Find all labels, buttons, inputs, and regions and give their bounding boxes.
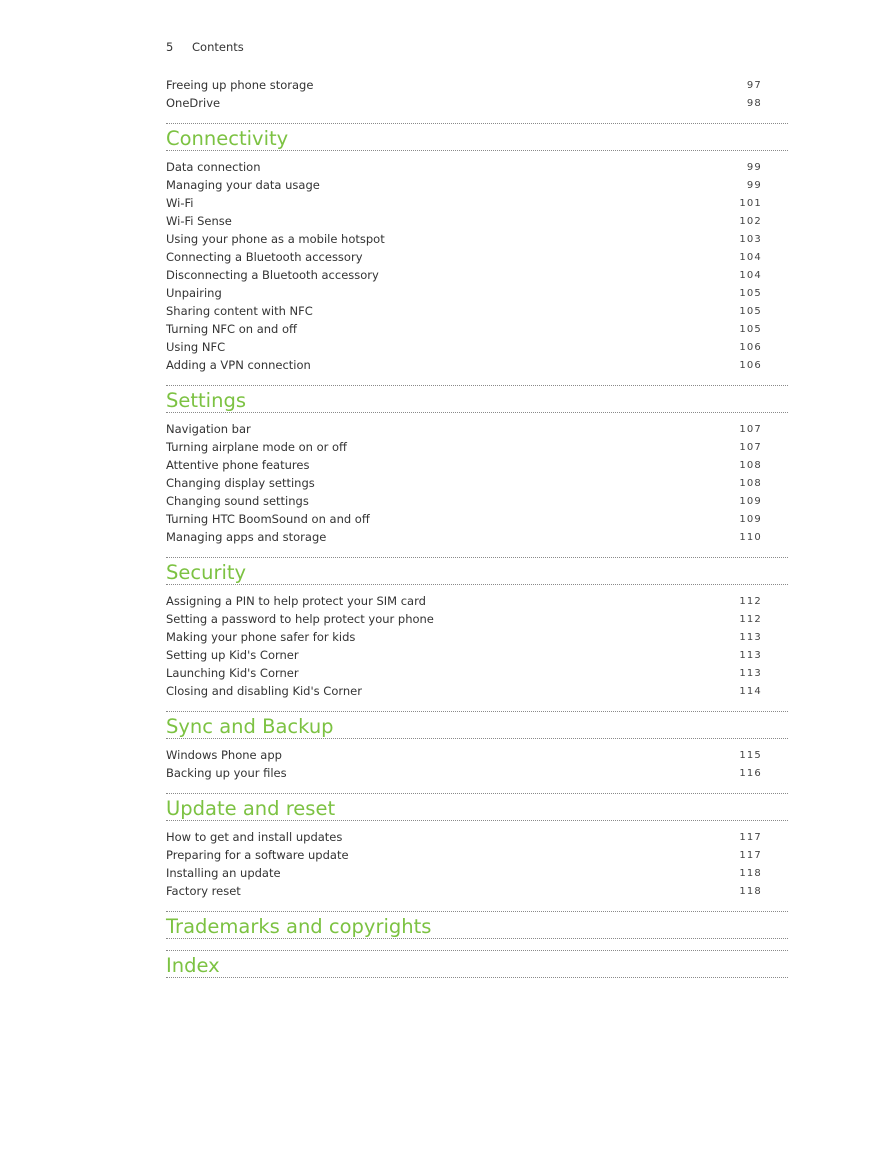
toc-entry-page: 113 [739, 667, 762, 679]
toc-entry-label: Navigation bar [166, 422, 251, 436]
toc-entry[interactable] [166, 94, 762, 112]
toc-entry[interactable] [166, 510, 762, 528]
toc-entry-label: OneDrive [166, 96, 221, 110]
toc-entry-page: 108 [739, 459, 762, 471]
section-heading[interactable] [166, 711, 788, 739]
toc-entry[interactable] [166, 746, 762, 764]
toc-entry-label: Freeing up phone storage [166, 78, 314, 92]
toc-entry-page: 106 [739, 341, 762, 353]
toc-entry-page: 103 [739, 233, 762, 245]
toc-entry-label: Adding a VPN connection [166, 358, 311, 372]
toc-entry[interactable] [166, 302, 762, 320]
toc-entry-page: 104 [739, 251, 762, 263]
toc-entry-label: How to get and install updates [166, 830, 343, 844]
toc-entry[interactable] [166, 646, 762, 664]
toc-entry-page: 107 [739, 441, 762, 453]
toc-entry-label: Managing your data usage [166, 178, 320, 192]
toc-entry[interactable] [166, 882, 762, 900]
section-heading[interactable] [166, 557, 788, 585]
toc-entry-page: 108 [739, 477, 762, 489]
toc-entry-label: Data connection [166, 160, 261, 174]
section-title: Sync and Backup [166, 714, 334, 738]
toc-entry-label: Attentive phone features [166, 458, 310, 472]
toc-entry-label: Unpairing [166, 286, 222, 300]
toc-entry[interactable] [166, 320, 762, 338]
toc-entry[interactable] [166, 456, 762, 474]
toc-entry[interactable] [166, 474, 762, 492]
toc-entry-page: 105 [739, 287, 762, 299]
section-title: Connectivity [166, 126, 289, 150]
toc-entry-page: 107 [739, 423, 762, 435]
toc-entry-page: 99 [746, 161, 762, 173]
section-heading[interactable] [166, 793, 788, 821]
toc-entry-page: 118 [739, 885, 762, 897]
toc-entry[interactable] [166, 438, 762, 456]
toc-entry-page: 105 [739, 323, 762, 335]
section-title: Security [166, 560, 247, 584]
toc-entry-label: Making your phone safer for kids [166, 630, 356, 644]
table-of-contents [166, 76, 762, 978]
toc-entry[interactable] [166, 420, 762, 438]
toc-entry-label: Turning NFC on and off [166, 322, 297, 336]
toc-entry-page: 109 [739, 513, 762, 525]
toc-entry[interactable] [166, 338, 762, 356]
toc-entry-page: 110 [739, 531, 762, 543]
page-header [166, 40, 244, 54]
toc-entry-page: 117 [739, 849, 762, 861]
toc-entry-page: 99 [746, 179, 762, 191]
toc-entry-label: Wi-Fi Sense [166, 214, 232, 228]
toc-entry-label: Assigning a PIN to help protect your SIM card [166, 594, 426, 608]
toc-entry-page: 113 [739, 649, 762, 661]
toc-entry-page: 101 [739, 197, 762, 209]
toc-entry[interactable] [166, 176, 762, 194]
toc-entry-page: 106 [739, 359, 762, 371]
toc-entry-label: Turning airplane mode on or off [166, 440, 347, 454]
toc-entry-page: 102 [739, 215, 762, 227]
toc-entry[interactable] [166, 610, 762, 628]
toc-entry-page: 116 [739, 767, 762, 779]
header-title: Contents [192, 40, 244, 54]
toc-entry[interactable] [166, 864, 762, 882]
toc-entry-label: Managing apps and storage [166, 530, 327, 544]
toc-entry[interactable] [166, 158, 762, 176]
toc-entry-label: Setting up Kid's Corner [166, 648, 299, 662]
toc-entry[interactable] [166, 628, 762, 646]
toc-entry[interactable] [166, 356, 762, 374]
toc-entry-page: 104 [739, 269, 762, 281]
toc-entry-label: Connecting a Bluetooth accessory [166, 250, 363, 264]
toc-entry-page: 109 [739, 495, 762, 507]
toc-entry-label: Disconnecting a Bluetooth accessory [166, 268, 379, 282]
toc-entry-page: 118 [739, 867, 762, 879]
section-heading[interactable] [166, 385, 788, 413]
toc-entry[interactable] [166, 194, 762, 212]
toc-entry-label: Using your phone as a mobile hotspot [166, 232, 385, 246]
toc-entry-page: 97 [746, 79, 762, 91]
toc-entry-label: Launching Kid's Corner [166, 666, 299, 680]
toc-entry-label: Sharing content with NFC [166, 304, 313, 318]
toc-entry[interactable] [166, 230, 762, 248]
toc-entry-label: Wi-Fi [166, 196, 194, 210]
toc-entry-page: 115 [739, 749, 762, 761]
section-title: Trademarks and copyrights [166, 914, 432, 938]
toc-entry[interactable] [166, 76, 762, 94]
section-heading[interactable] [166, 911, 788, 939]
toc-entry-page: 113 [739, 631, 762, 643]
toc-entry-page: 114 [739, 685, 762, 697]
toc-entry-page: 112 [739, 595, 762, 607]
toc-entry[interactable] [166, 266, 762, 284]
toc-entry[interactable] [166, 592, 762, 610]
section-title: Update and reset [166, 796, 336, 820]
toc-entry-label: Preparing for a software update [166, 848, 349, 862]
toc-entry-page: 112 [739, 613, 762, 625]
intro-entries [166, 76, 762, 112]
toc-entry-label: Backing up your files [166, 766, 287, 780]
toc-entry[interactable] [166, 682, 762, 700]
toc-entry-label: Closing and disabling Kid's Corner [166, 684, 362, 698]
toc-entry-page: 117 [739, 831, 762, 843]
toc-entry[interactable] [166, 212, 762, 230]
toc-entry[interactable] [166, 528, 762, 546]
toc-entry-label: Changing display settings [166, 476, 315, 490]
toc-sections [166, 123, 762, 978]
toc-entry-page: 105 [739, 305, 762, 317]
toc-entry-label: Windows Phone app [166, 748, 282, 762]
toc-entry[interactable] [166, 284, 762, 302]
toc-entry[interactable] [166, 248, 762, 266]
toc-entry-label: Setting a password to help protect your phone [166, 612, 434, 626]
toc-entry-label: Factory reset [166, 884, 241, 898]
page-number: 5 [166, 40, 174, 54]
section-title: Index [166, 953, 220, 977]
section-title: Settings [166, 388, 246, 412]
toc-entry-page: 98 [746, 97, 762, 109]
toc-entry-label: Installing an update [166, 866, 281, 880]
toc-entry[interactable] [166, 846, 762, 864]
section-heading[interactable] [166, 950, 788, 978]
toc-entry[interactable] [166, 764, 762, 782]
toc-entry-label: Changing sound settings [166, 494, 309, 508]
toc-entry[interactable] [166, 828, 762, 846]
section-heading[interactable] [166, 123, 788, 151]
toc-entry-label: Using NFC [166, 340, 226, 354]
toc-entry-label: Turning HTC BoomSound on and off [166, 512, 370, 526]
toc-entry[interactable] [166, 492, 762, 510]
toc-entry[interactable] [166, 664, 762, 682]
